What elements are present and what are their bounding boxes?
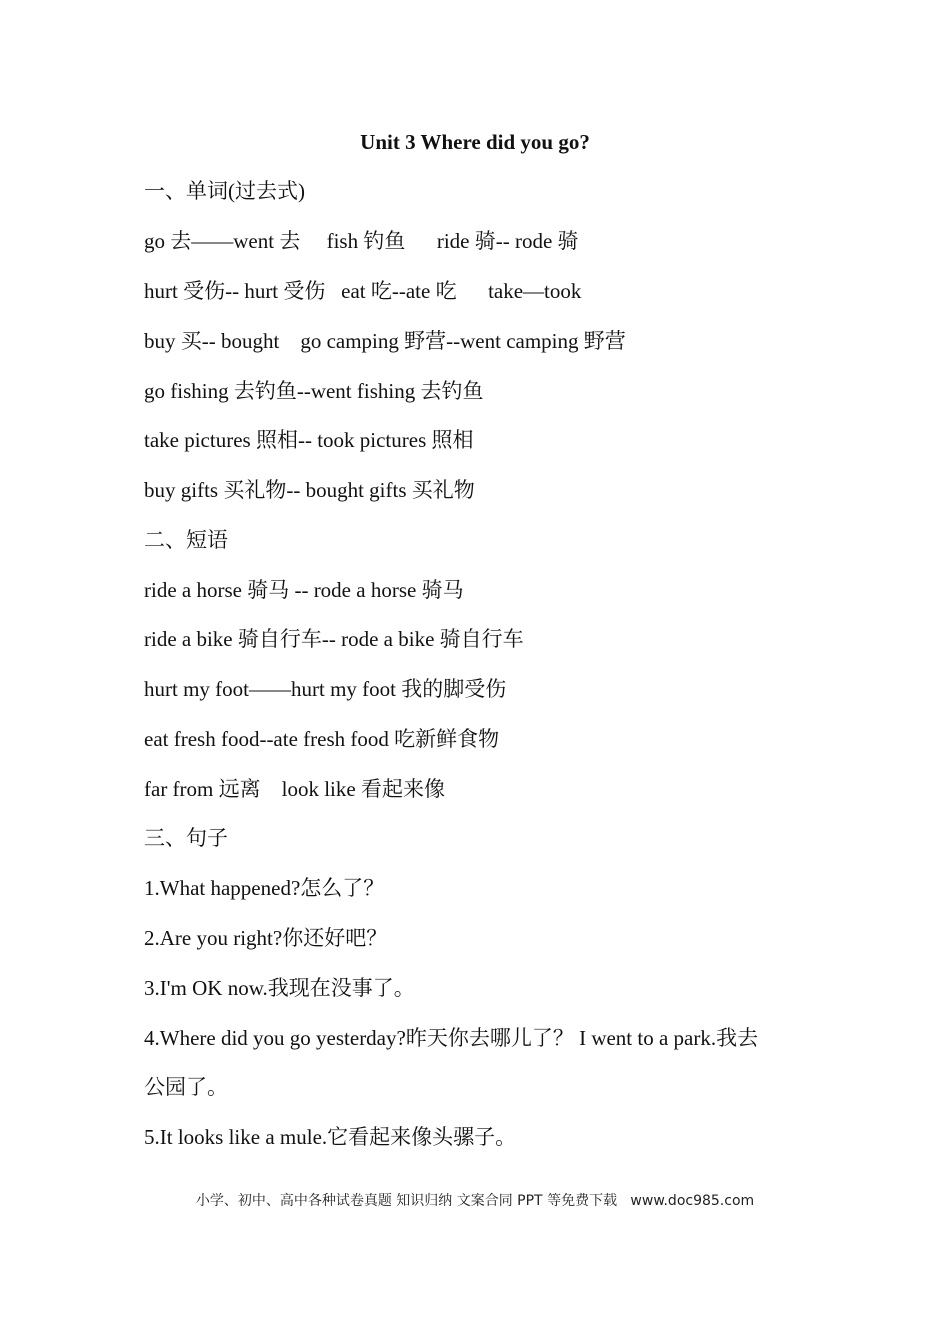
word-line: hurt 受伤-- hurt 受伤 eat 吃--ate 吃 take—took xyxy=(144,279,582,303)
sentence-line: 5.It looks like a mule.它看起来像头骡子。 xyxy=(144,1125,517,1149)
word-line: buy 买-- bought go camping 野营--went camping 野营 xyxy=(144,329,626,353)
word-line: buy gifts 买礼物-- bought gifts 买礼物 xyxy=(144,478,475,502)
phrase-line: eat fresh food--ate fresh food 吃新鲜食物 xyxy=(144,727,500,751)
section-heading-sentences: 三、句子 xyxy=(144,826,228,850)
phrase-line: ride a horse 骑马 -- rode a horse 骑马 xyxy=(144,578,464,602)
sentence-line: 3.I'm OK now.我现在没事了。 xyxy=(144,976,415,1000)
phrase-line: hurt my foot——hurt my foot 我的脚受伤 xyxy=(144,677,507,701)
word-line: go 去——went 去 fish 钓鱼 ride 骑-- rode 骑 xyxy=(144,229,579,253)
section-heading-phrases: 二、短语 xyxy=(144,528,228,552)
sentence-line: 公园了。 xyxy=(144,1075,228,1099)
phrase-line: far from 远离 look like 看起来像 xyxy=(144,777,445,801)
phrase-line: ride a bike 骑自行车-- rode a bike 骑自行车 xyxy=(144,627,524,651)
word-line: take pictures 照相-- took pictures 照相 xyxy=(144,428,474,452)
document-title: Unit 3 Where did you go? xyxy=(360,130,590,154)
sentence-line: 4.Where did you go yesterday?昨天你去哪儿了？ I went to a park.我去 xyxy=(144,1026,759,1050)
sentence-line: 2.Are you right?你还好吧？ xyxy=(144,926,388,950)
word-line: go fishing 去钓鱼--went fishing 去钓鱼 xyxy=(144,379,484,403)
page-footer: 小学、初中、高中各种试卷真题 知识归纳 文案合同 PPT 等免费下载 www.doc985.com xyxy=(195,1193,755,1209)
sentence-line: 1.What happened?怎么了？ xyxy=(144,876,385,900)
section-heading-words: 一、单词(过去式) xyxy=(144,179,305,203)
